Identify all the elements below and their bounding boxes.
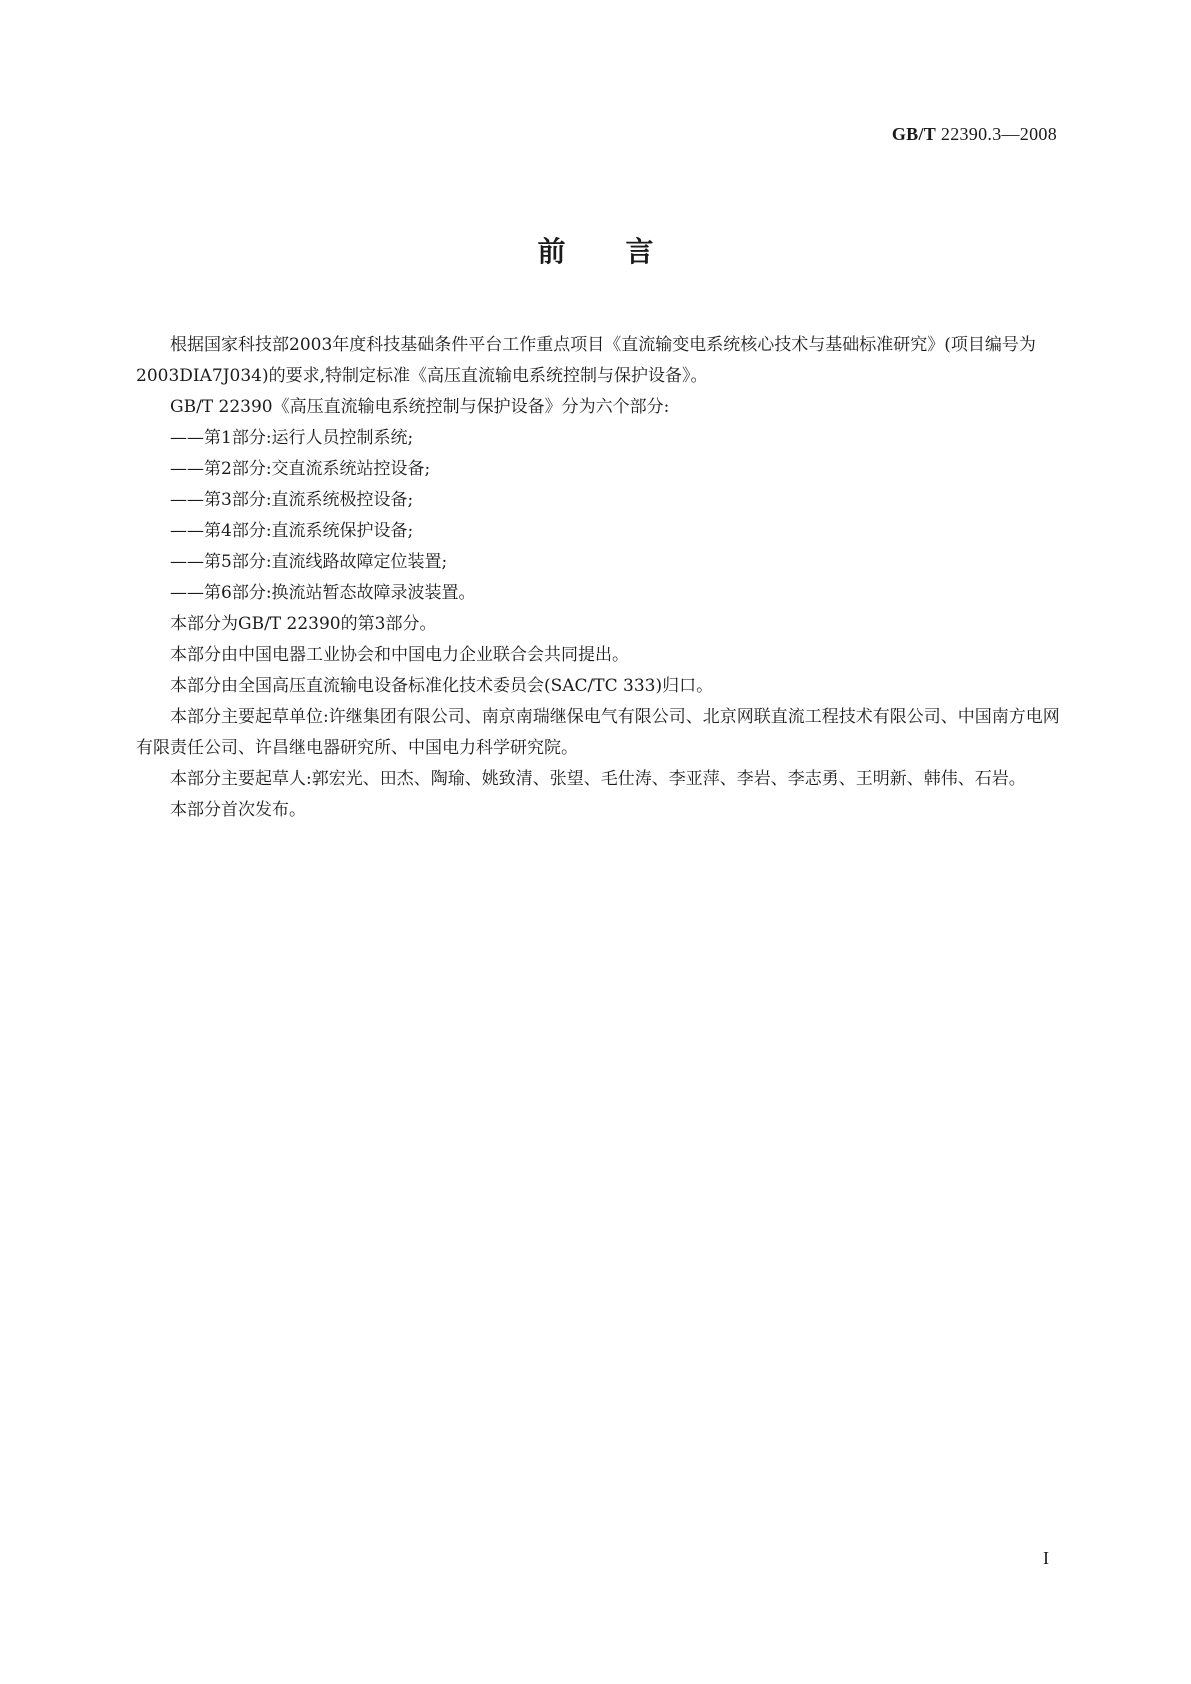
list-item-part-6: ——第6部分:换流站暂态故障录波装置。	[170, 583, 476, 603]
paragraph-basis: 根据国家科技部2003年度科技基础条件平台工作重点项目《直流输变电系统核心技术与基础标准研究》(项目编号为2003DIA7J034)的要求,特制定标准《高压直流输电系统控制与保护设备》。	[136, 335, 1036, 386]
paragraph-drafting-units: 本部分主要起草单位:许继集团有限公司、南京南瑞继保电气有限公司、北京网联直流工程技术有限公司、中国南方电网有限责任公司、许昌继电器研究所、中国电力科学研究院。	[136, 707, 1060, 758]
standard-code-number: 22390.3—2008	[940, 124, 1057, 144]
list-item-part-4: ——第4部分:直流系统保护设备;	[170, 521, 414, 541]
foreword-body	[136, 330, 1076, 826]
title-char-2: 言	[625, 235, 654, 268]
paragraph-parts-intro: GB/T 22390《高压直流输电系统控制与保护设备》分为六个部分:	[170, 397, 670, 417]
paragraph-proposed-by: 本部分由中国电器工业协会和中国电力企业联合会共同提出。	[170, 645, 629, 665]
title-char-1: 前	[537, 235, 566, 268]
list-item-part-1: ——第1部分:运行人员控制系统;	[170, 428, 414, 448]
list-item-part-3: ——第3部分:直流系统极控设备;	[170, 490, 414, 510]
standard-code	[892, 124, 1057, 145]
paragraph-this-part: 本部分为GB/T 22390的第3部分。	[170, 614, 437, 634]
paragraph-first-release: 本部分首次发布。	[170, 800, 306, 820]
list-item-part-5: ——第5部分:直流线路故障定位装置;	[170, 552, 448, 572]
standard-code-prefix: GB/T	[891, 124, 937, 144]
page-title	[0, 230, 1191, 270]
paragraph-centralized-by: 本部分由全国高压直流输电设备标准化技术委员会(SAC/TC 333)归口。	[170, 676, 714, 696]
list-item-part-2: ——第2部分:交直流系统站控设备;	[170, 459, 431, 479]
page-number: I	[1043, 1548, 1049, 1568]
paragraph-drafters: 本部分主要起草人:郭宏光、田杰、陶瑜、姚致清、张望、毛仕涛、李亚萍、李岩、李志勇、王明新、韩伟、石岩。	[170, 769, 1026, 789]
